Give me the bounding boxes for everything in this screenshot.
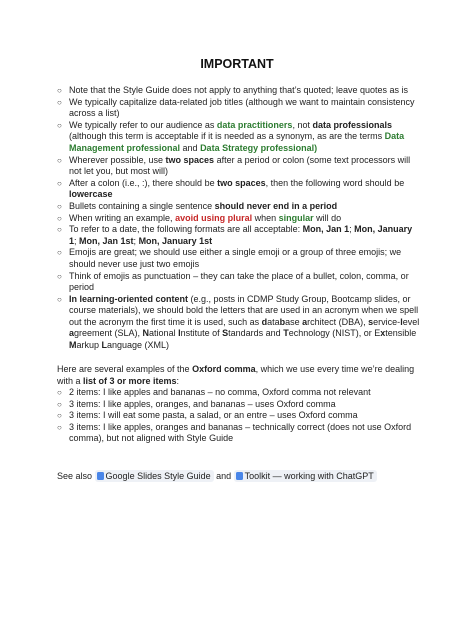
text-segment: (although this term is acceptable if it is needed as a synonym, as are the terms bbox=[69, 131, 385, 142]
example-text: 2 items: I like apples and bananas – no comma, Oxford comma not relevant bbox=[69, 387, 371, 397]
text-segment: : bbox=[176, 375, 180, 386]
oxford-examples-list bbox=[57, 387, 422, 445]
text-segment: , not bbox=[292, 119, 313, 130]
list-item bbox=[57, 410, 422, 422]
text-segment: list of 3 or more items bbox=[83, 375, 177, 386]
list-item bbox=[57, 294, 422, 352]
list-item bbox=[57, 387, 422, 399]
text-segment: after a period or colon (some text processors will not let you, but most will) bbox=[69, 154, 411, 177]
text-segment: I bbox=[178, 328, 181, 339]
text-segment: Emojis are great; we should use either a single emoji or a group of three emojis; we should never use just two emojis bbox=[69, 247, 402, 269]
hollow-bullet-icon: ○ bbox=[57, 388, 62, 397]
page-title: IMPORTANT bbox=[200, 57, 274, 71]
hollow-bullet-icon: ○ bbox=[57, 294, 62, 304]
list-item bbox=[57, 85, 422, 97]
toolkit-chatgpt-link[interactable] bbox=[234, 470, 377, 482]
hollow-bullet-icon: ○ bbox=[57, 399, 62, 409]
text-segment: Data Management professional bbox=[69, 131, 405, 153]
text-segment: , then the following word should be bbox=[265, 177, 405, 188]
and-text: and bbox=[216, 471, 232, 481]
oxford-intro-paragraph bbox=[57, 364, 422, 387]
example-text: 3 items: I will eat some pasta, a salad, or an entre – uses Oxford comma bbox=[69, 410, 358, 421]
text-segment: T bbox=[283, 328, 289, 339]
text-segment: M bbox=[69, 340, 77, 351]
text-segment: when bbox=[252, 212, 279, 223]
hollow-bullet-icon: ○ bbox=[57, 248, 62, 258]
text-segment: should never end in a period bbox=[214, 200, 338, 211]
text-segment: We typically capitalize data-related job titles (although we want to maintain consistency across a list) bbox=[69, 96, 415, 119]
text-segment: tandards and bbox=[228, 328, 284, 339]
text-segment: Think of emojis as punctuation – they can take the place of a bullet, colon, comma, or period bbox=[69, 270, 409, 293]
hollow-bullet-icon: ○ bbox=[57, 86, 62, 95]
link-label: Google Slides Style Guide bbox=[105, 471, 211, 481]
text-segment: In learning-oriented content bbox=[69, 293, 189, 304]
text-segment: data professionals bbox=[312, 119, 392, 130]
hollow-bullet-icon: ○ bbox=[57, 155, 62, 165]
hollow-bullet-icon: ○ bbox=[57, 97, 62, 107]
text-segment: data practitioners bbox=[216, 119, 293, 130]
hollow-bullet-icon: ○ bbox=[57, 201, 62, 211]
text-segment: Bullets containing a single sentence bbox=[69, 200, 215, 211]
text-segment: Note that the Style Guide does not apply to anything that’s quoted; leave quotes as is bbox=[69, 85, 409, 95]
list-item bbox=[57, 213, 422, 225]
text-segment: a bbox=[69, 328, 75, 339]
text-segment: ervice- bbox=[373, 316, 401, 327]
text-segment: ; bbox=[133, 235, 139, 246]
text-segment: When writing an example, bbox=[69, 212, 176, 223]
text-segment: s bbox=[368, 316, 374, 327]
list-item bbox=[57, 247, 422, 270]
text-segment: l bbox=[400, 316, 403, 327]
hollow-bullet-icon: ○ bbox=[57, 213, 62, 223]
text-segment: nstitute of bbox=[180, 328, 223, 339]
text-segment: Wherever possible, use bbox=[69, 154, 166, 165]
text-segment: and bbox=[180, 142, 201, 153]
link-label: Toolkit — working with ChatGPT bbox=[244, 471, 374, 481]
text-segment: singular bbox=[278, 212, 314, 223]
list-item bbox=[57, 120, 422, 155]
text-segment: Mon, January 1st bbox=[138, 235, 213, 246]
text-segment: b bbox=[279, 316, 286, 327]
text-segment: After a colon (i.e., :), there should be bbox=[69, 177, 218, 188]
text-segment: two spaces bbox=[217, 177, 266, 188]
list-item bbox=[57, 422, 422, 445]
see-also-label: See also bbox=[57, 471, 93, 481]
important-rules-list bbox=[57, 85, 422, 352]
example-text: 3 items: I like apples, oranges, and bananas – uses Oxford comma bbox=[69, 398, 336, 409]
hollow-bullet-icon: ○ bbox=[57, 411, 62, 421]
list-item bbox=[57, 201, 422, 213]
text-segment: ase bbox=[285, 316, 303, 327]
document-icon bbox=[97, 472, 104, 480]
hollow-bullet-icon: ○ bbox=[57, 271, 62, 281]
text-segment: rchitect (DBA), bbox=[307, 316, 369, 327]
text-segment: Mon, January 1 bbox=[69, 224, 413, 246]
text-segment: L bbox=[101, 340, 108, 351]
list-item bbox=[57, 271, 422, 294]
text-segment: ; bbox=[349, 224, 355, 235]
text-segment: Data Strategy professional) bbox=[200, 142, 318, 153]
text-segment: ; bbox=[74, 235, 80, 246]
text-segment: d bbox=[261, 316, 268, 327]
text-segment: Oxford comma bbox=[192, 364, 256, 374]
text-segment: Mon, Jan 1st bbox=[79, 235, 134, 246]
text-segment: tensible bbox=[385, 328, 417, 339]
list-item bbox=[57, 97, 422, 120]
hollow-bullet-icon: ○ bbox=[57, 178, 62, 188]
text-segment: a bbox=[302, 316, 308, 327]
text-segment: To refer to a date, the following formats are all acceptable: bbox=[69, 224, 303, 235]
list-item bbox=[57, 155, 422, 178]
hollow-bullet-icon: ○ bbox=[57, 422, 62, 432]
google-slides-style-guide-link[interactable] bbox=[95, 470, 214, 482]
see-also-line bbox=[57, 470, 377, 482]
text-segment: Mon, Jan 1 bbox=[302, 224, 350, 235]
text-segment: (e.g., posts in CDMP Study Group, Bootcamp slides, or course materials), we should bold the letters that are used in an acronym when we spell out the acronym the first time it is used, such as bbox=[69, 293, 419, 327]
text-segment: S bbox=[222, 328, 229, 339]
text-segment: lowercase bbox=[69, 189, 113, 200]
text-segment: ational bbox=[149, 328, 179, 339]
text-segment: echnology (NIST), or E bbox=[288, 328, 381, 339]
text-segment: two spaces bbox=[165, 154, 215, 165]
text-segment: avoid using plural bbox=[175, 212, 253, 223]
text-segment: anguage (XML) bbox=[107, 340, 170, 351]
text-segment: ata bbox=[267, 316, 280, 327]
list-item bbox=[57, 399, 422, 411]
text-segment: , which we use every time we’re dealing with a bbox=[57, 364, 415, 386]
text-segment: will do bbox=[313, 212, 342, 223]
text-segment: evel bbox=[402, 316, 420, 327]
text-segment: arkup bbox=[76, 340, 102, 351]
text-segment: x bbox=[380, 328, 386, 339]
text-segment: We typically refer to our audience as bbox=[69, 119, 217, 130]
text-segment: greement (SLA), bbox=[74, 328, 143, 339]
document-icon bbox=[236, 472, 243, 480]
text-segment: N bbox=[142, 328, 150, 339]
list-item bbox=[57, 178, 422, 201]
hollow-bullet-icon: ○ bbox=[57, 225, 62, 235]
list-item bbox=[57, 224, 422, 247]
example-text: 3 items: I like apples, oranges and bananas – technically correct (does not use Oxford comma), but not aligned with Style Guide bbox=[69, 421, 412, 444]
hollow-bullet-icon: ○ bbox=[57, 120, 62, 130]
text-segment: Here are several examples of the bbox=[57, 364, 193, 374]
